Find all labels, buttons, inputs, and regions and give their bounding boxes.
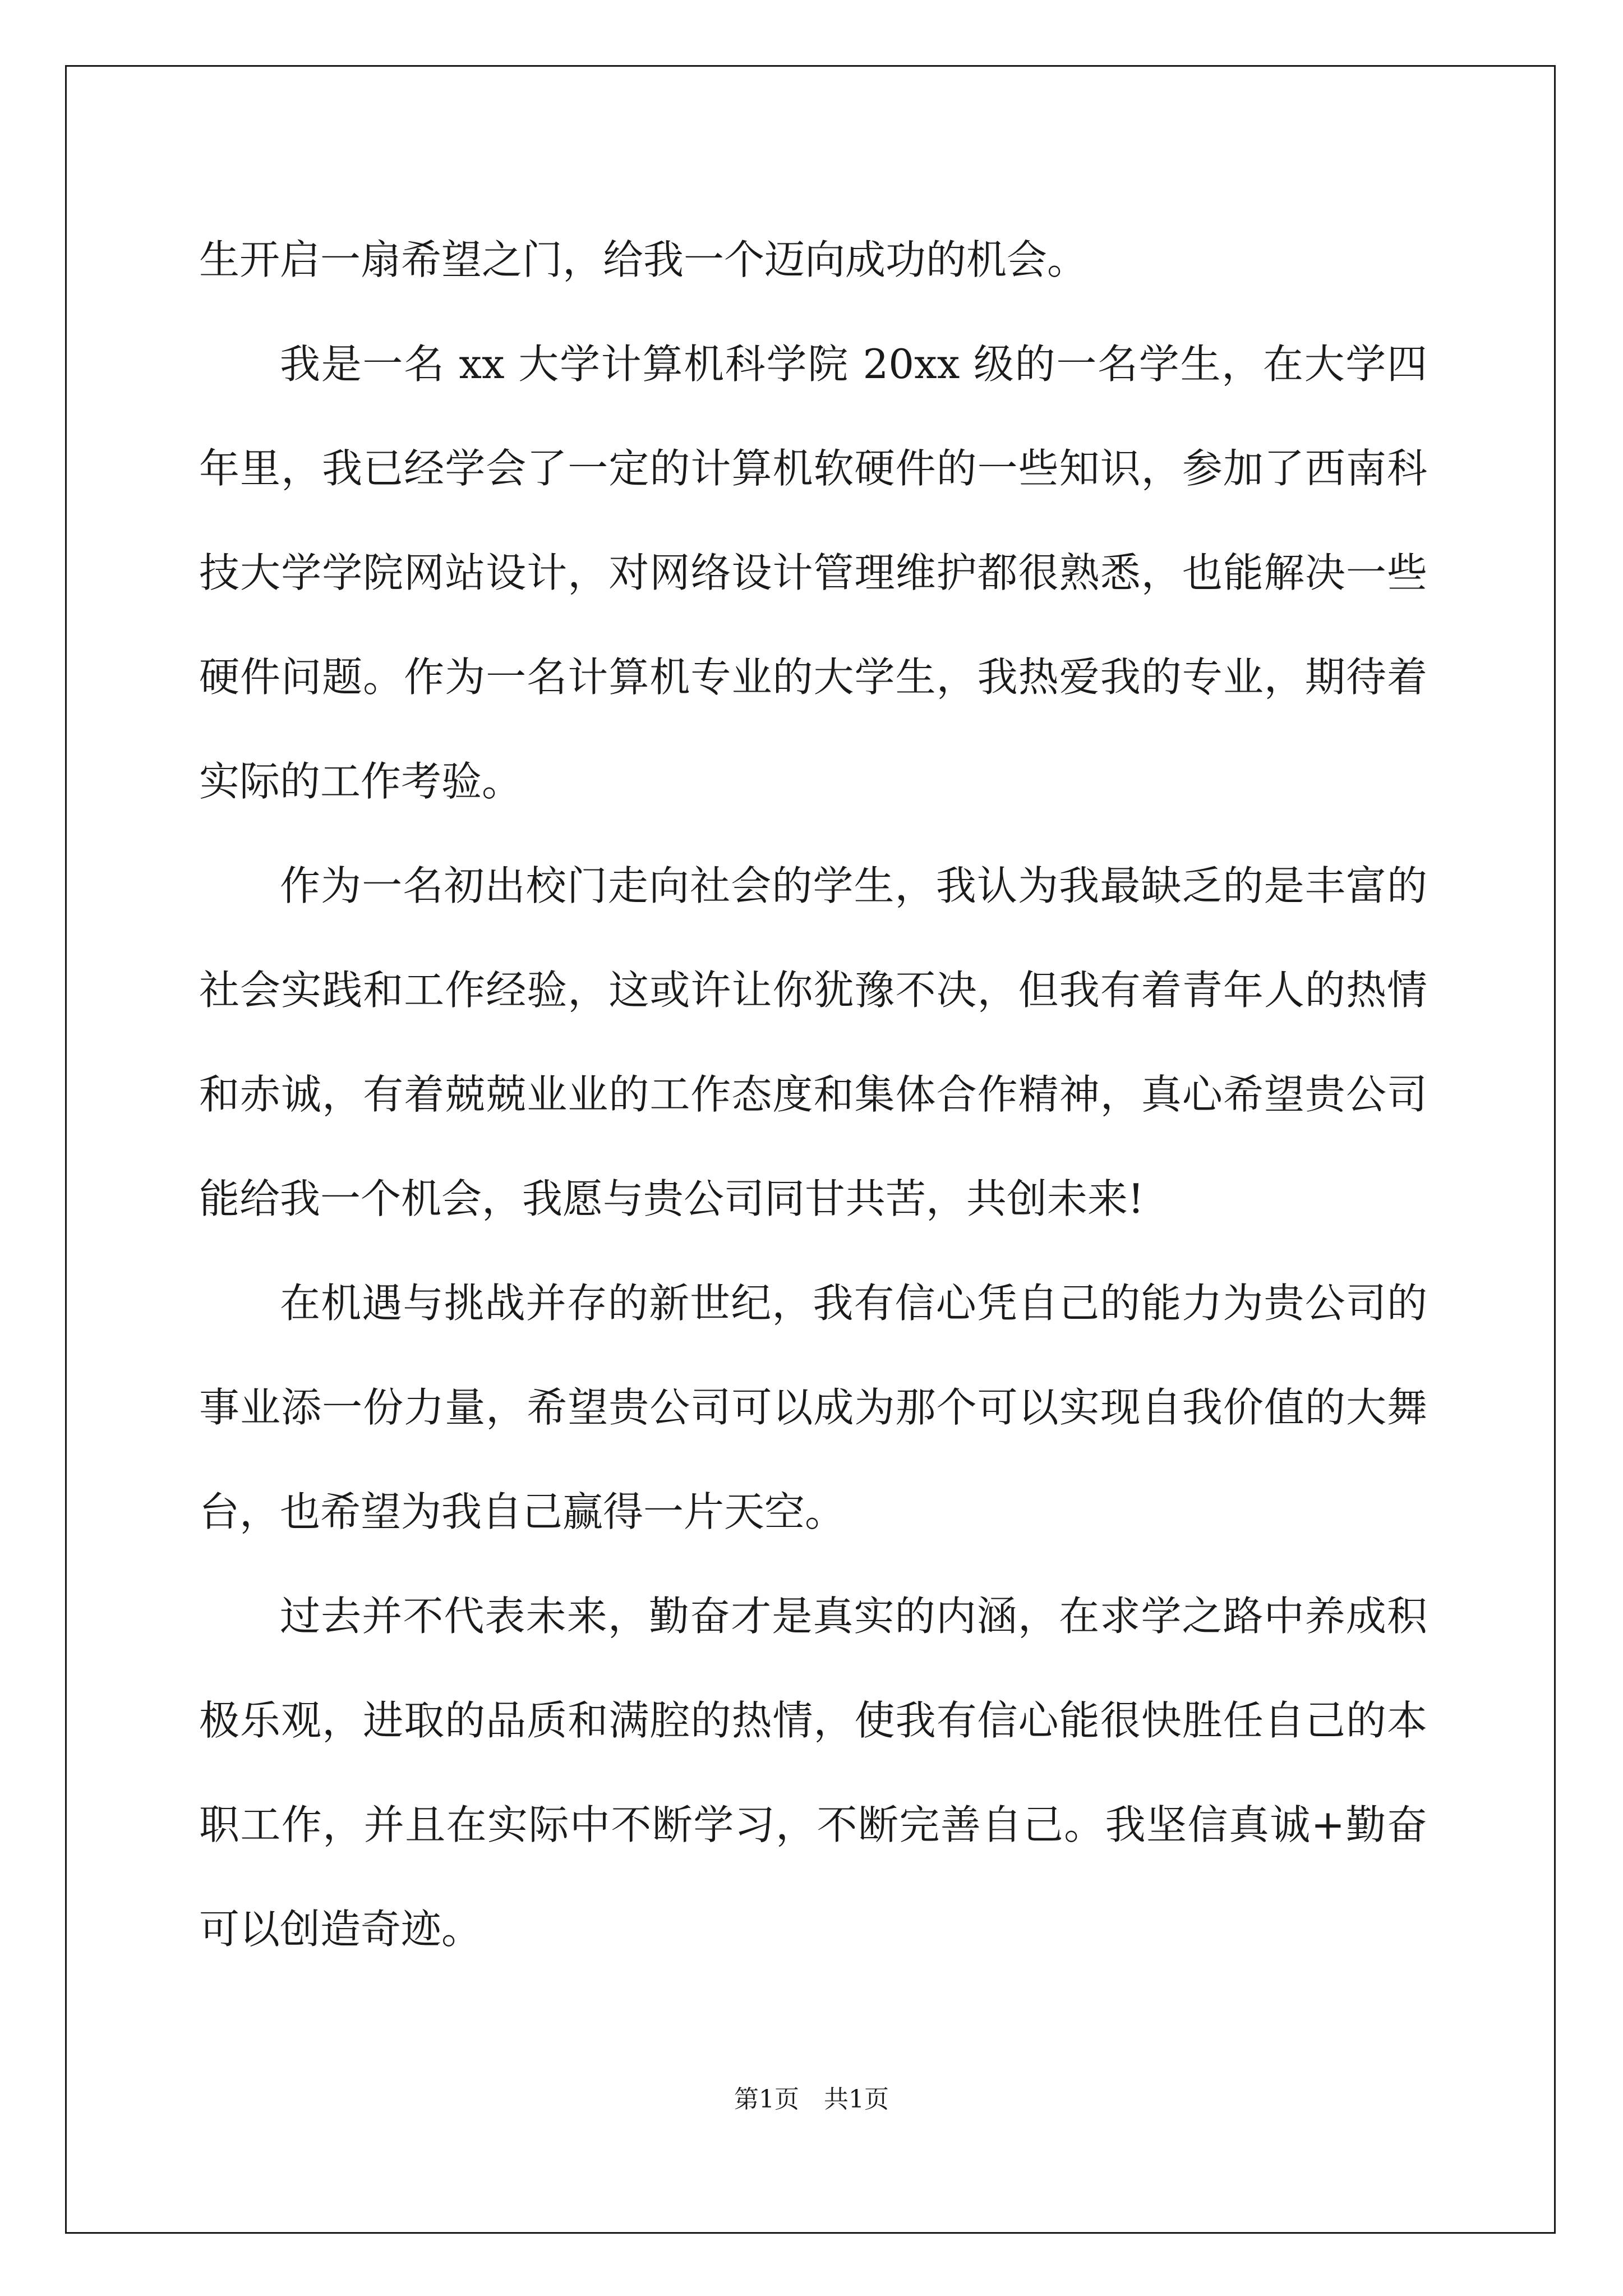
paragraph-4: 在机遇与挑战并存的新世纪，我有信心凭自己的能力为贵公司的事业添一份力量，希望贵公司可以成为那个可以实现自我价值的大舞台，也希望为我自己赢得一片天空。 [199, 1280, 1427, 1535]
page-number-footer: 第1页 共1页 [734, 2085, 889, 2114]
paragraph-3: 作为一名初出校门走向社会的学生，我认为我最缺乏的是丰富的社会实践和工作经验，这或许让你犹豫不决，但我有着青年人的热情和赤诚，有着兢兢业业的工作态度和集体合作精神，真心希望贵公司能给我一个机会，我愿与贵公司同甘共苦，共创未来! [199, 862, 1427, 1222]
paragraph-1: 生开启一扇希望之门，给我一个迈向成功的机会。 [199, 236, 1088, 283]
paragraph-5: 过去并不代表未来，勤奋才是真实的内涵，在求学之路中养成积极乐观，进取的品质和满腔的热情，使我有信心能很快胜任自己的本职工作，并且在实际中不断学习，不断完善自己。我坚信真诚+勤奋可以创造奇迹。 [199, 1593, 1427, 1953]
document-body [199, 208, 1427, 1981]
paragraph-2: 我是一名 xx 大学计算机科学院 20xx 级的一名学生，在大学四年里，我已经学会了一定的计算机软硬件的一些知识，参加了西南科技大学学院网站设计，对网络设计管理维护都很熟悉，也能解决一些硬件问题。作为一名计算机专业的大学生，我热爱我的专业，期待着实际的工作考验。 [199, 341, 1427, 805]
